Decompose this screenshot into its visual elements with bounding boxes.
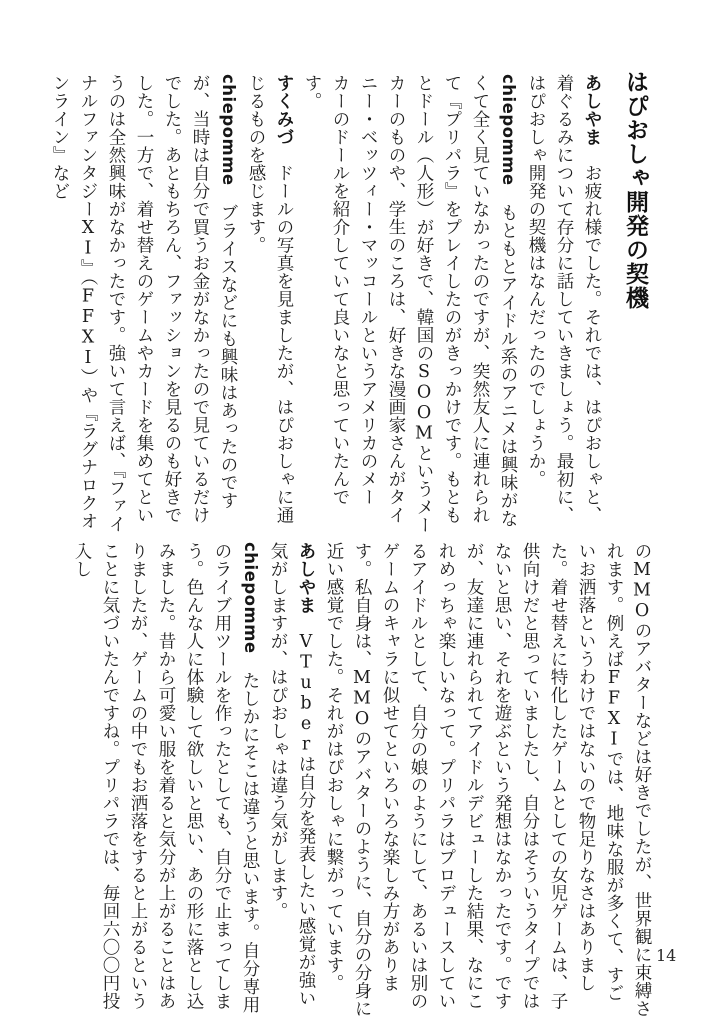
- body-text: ブライスなどにも興味はあったのですが、当時は自分で買うお金がなかったので見ているだけでした。あともちろん、ファッションを見るのも好きでした。一方で、着せ替えのゲームやカードを集めてというのは全然興味がなかったです。強いて言えば、『ファイナルファンタジー: [78, 74, 238, 534]
- speaker-name-latin: chiepomme: [499, 74, 518, 186]
- body-text: のアバターなどは好きでしたが、世界観に束縛されます。例えば: [604, 542, 652, 1018]
- body-text: もともとアイドル系のアニメは興味がなくて全く見ていなかったのですが、突然友人に連れられて『プリパラ』をプレイしたのがきっかけです。もともとドール（人形）が好きで、韓国の: [414, 74, 518, 528]
- paragraph: [298, 64, 522, 534]
- section-title: はぴおしゃ開発の契機: [622, 70, 648, 310]
- paragraph: [522, 64, 606, 534]
- paragraph: [46, 64, 242, 534]
- upright-latin-text: FFXI: [604, 668, 624, 750]
- paragraph: [320, 534, 656, 1018]
- body-text: では、地味な服が多くて、すごいお洒落というわけではないので物足りなさはありました。着せ替えに特化したゲームとしての女児ゲームは、子供向けだと思っていましたし、自分はそういうタイプではないと思い、それを遊ぶという発想はなかったです。ですが、友達に連れられてアイドルデビューした結果、なにこれめっちゃ楽しいなって。プリパラはプロデュースしているアイドルとして、自分の娘のようにして、あるいは別のゲームのキャラに似せてといろいろな楽しみ方があります。私自身は、: [352, 542, 624, 1010]
- upright-latin-text: SOOM: [414, 362, 434, 444]
- body-text: たしかにそこは違うと思います。自分専用のライブ用ツールを作ったとしても、自分で止まってしまう。色んな人に体験して欲しいと思い、あの形に落とし込みました。昔から可愛い服を着ると気分が上がることはありましたが、ゲームの中でもお洒落をすると上がるということに気づいたんですね。プリパラでは、毎回六〇〇円投入し: [72, 542, 260, 1014]
- upper-text-block: [52, 64, 652, 534]
- speaker-name: すくみづ: [274, 74, 294, 146]
- speaker-name: あしやま: [296, 542, 316, 614]
- body-text: [296, 614, 316, 632]
- body-text: 』（: [78, 259, 98, 287]
- paragraph: [68, 534, 264, 1018]
- body-text: お疲れ様でした。それでは、はぴおしゃと、着ぐるみについて存分に話していきましょう。最初に、はぴおしゃ開発の契機はなんだったのでしょうか。: [526, 74, 602, 524]
- body-text: の: [632, 542, 652, 560]
- speaker-name: あしやま: [582, 74, 602, 146]
- body-text: というメーカーのものや、学生のころは、好きな漫画家さんがタイニー・ベッツィー・マッコールというアメリカのメーカーのドールを紹介していて良いなと思っていたんです。: [302, 74, 434, 534]
- lower-text-block: [56, 534, 656, 1018]
- upright-latin-text: VTuber: [296, 632, 316, 755]
- upright-latin-text: MMO: [632, 560, 652, 622]
- upright-latin-text: XI: [78, 218, 98, 259]
- speaker-name-latin: chiepomme: [241, 542, 260, 654]
- body-text: ）や『ラグナロクオンライン』など: [50, 74, 98, 531]
- speaker-name-latin: chiepomme: [219, 74, 238, 186]
- body-text: のアバターのように、自分の分身に近い感覚でした。それがはぴおしゃに繋がっています。: [324, 542, 372, 1018]
- paragraph: [264, 534, 320, 1018]
- body-text: は自分を発表したい感覚が強い気がしますが、はぴおしゃは違う気がします。: [268, 542, 316, 1007]
- page-number: 14: [656, 946, 677, 965]
- paragraph: [242, 64, 298, 534]
- body-text: ドールの写真を見ましたが、はぴおしゃに通じるものを感じます。: [246, 74, 294, 524]
- upright-latin-text: MMO: [352, 668, 372, 730]
- upright-latin-text: FFXI: [78, 286, 98, 369]
